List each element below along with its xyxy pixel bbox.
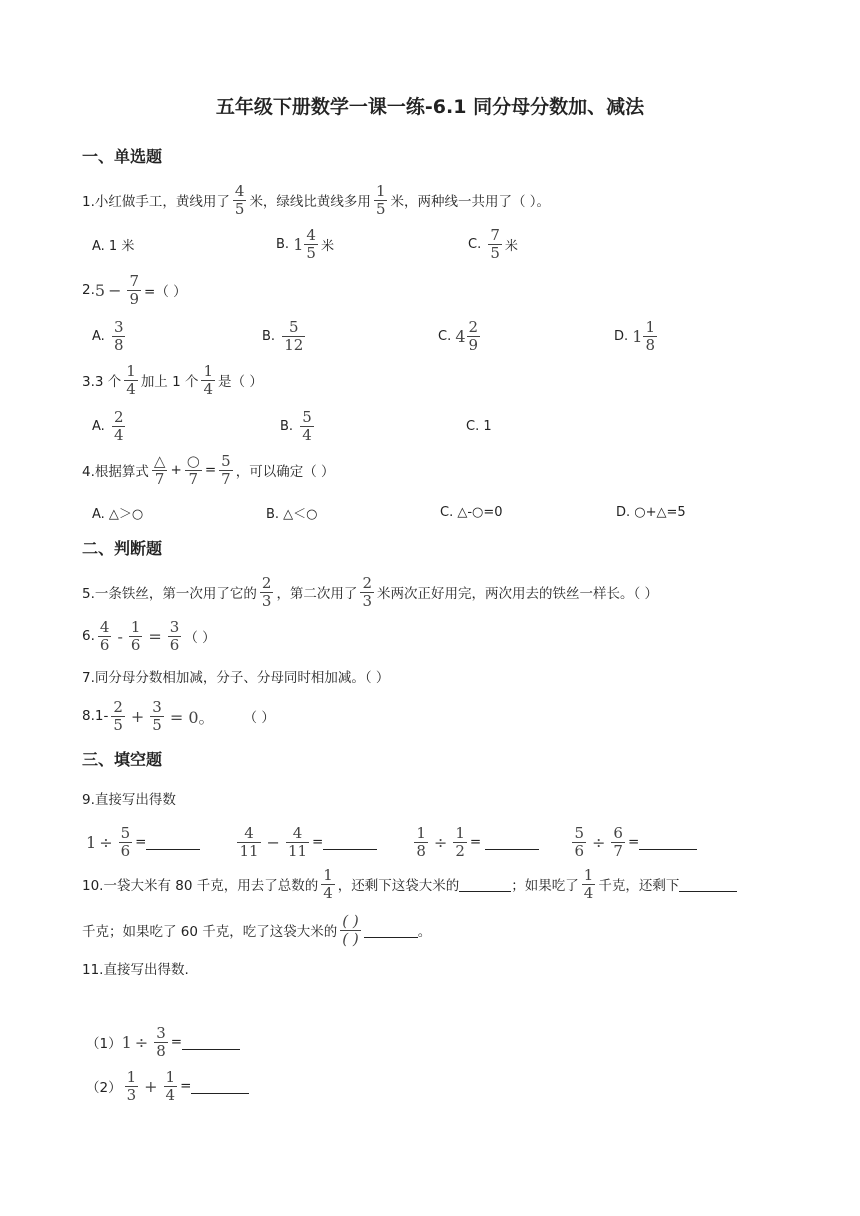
question-4: 4.根据算式 $\frac{\triangle}{7}$ + $\frac{○}{7}$ = $\frac{5}{7}$ ，可以确定（ ） [82, 451, 335, 488]
q1-option-c[interactable]: C. $\frac{7}{5}$ 米 [468, 225, 518, 262]
q1-fraction-2: $\frac{1}{5}$ [375, 181, 386, 218]
q10-answer-blank-1[interactable] [459, 877, 511, 892]
q4-fraction-2: $\frac{○}{7}$ [186, 451, 200, 488]
q10-answer-blank-2[interactable] [679, 877, 737, 892]
q6-fraction-1: $\frac{4}{6}$ [99, 617, 110, 654]
q4-option-b[interactable]: B. △＜○ [266, 506, 318, 522]
q4-option-d[interactable]: D. ○+△=5 [616, 504, 686, 520]
q10-fraction-2: $\frac{1}{4}$ [583, 865, 594, 902]
section-heading-fill-in: 三、填空题 [82, 750, 163, 769]
q9-expressions: 1 ÷ $\frac{5}{6}$ = $\frac{4}{11}$ − $\frac{4}{11}$ = $\frac{1}{8}$ ÷ $\frac{1}{2}$ = $\frac{5}{6}$ ÷ $\frac{6}{7}$ = [86, 820, 697, 864]
q9-answer-blank-1[interactable] [146, 835, 200, 850]
q1-text-3: 米，两种线一共用了（ ）。 [390, 194, 551, 210]
question-1 [82, 180, 550, 220]
q1-text-2: 米，绿线比黄线多用 [249, 194, 371, 210]
question-9: 9.直接写出得数 [82, 792, 176, 808]
q8-fraction-2: $\frac{3}{5}$ [152, 697, 162, 734]
question-7: 7.同分母分数相加减，分子、分母同时相加减。（ ） [82, 670, 390, 686]
q4-option-a[interactable]: A. △＞○ [92, 506, 144, 522]
q2-option-a[interactable]: A. $\frac{3}{8}$ [92, 317, 124, 354]
q11-part-1: （1） 1 ÷ $\frac{3}{8}$ = [86, 1020, 240, 1064]
question-3: 3.3 个 $\frac{1}{4}$ 加上 1 个 $\frac{1}{4}$ 是（ ） [82, 361, 263, 398]
q2-option-c[interactable]: C. 4 $\frac{2}{9}$ [438, 317, 479, 354]
question-5: 5.一条铁丝，第一次用了它的 $\frac{2}{3}$ ，第二次用了 $\frac{2}{3}$ 米两次正好用完，两次用去的铁丝一样长。（ ） [82, 573, 659, 610]
q11-answer-blank-2[interactable] [191, 1079, 249, 1094]
q9-answer-blank-4[interactable] [639, 835, 697, 850]
q2-fraction: $\frac{7}{9}$ [129, 271, 140, 308]
q11-answer-blank-1[interactable] [182, 1035, 240, 1050]
q3-fraction-2: $\frac{1}{4}$ [203, 361, 214, 398]
question-2: 2. 5 − $\frac{7}{9}$ =（ ） [82, 271, 187, 308]
q1-option-a[interactable]: A. 1 米 [92, 238, 135, 254]
question-10-line-1: 10.一袋大米有 80 千克，用去了总数的 $\frac{1}{4}$ ，还剩下这袋大米的 ；如果吃了 $\frac{1}{4}$ 千克，还剩下 [82, 864, 737, 904]
q10-answer-blank-3[interactable] [364, 923, 418, 938]
question-6: 6. $\frac{4}{6}$ - $\frac{1}{6}$ = $\frac{3}{6}$ （ ） [82, 617, 216, 654]
q6-fraction-3: $\frac{3}{6}$ [169, 617, 180, 654]
section-heading-true-false: 二、判断题 [82, 539, 163, 558]
q9-answer-blank-3[interactable] [485, 835, 539, 850]
q3-fraction-1: $\frac{1}{4}$ [126, 361, 136, 398]
q1-text-1: 1.小红做手工，黄线用了 [82, 194, 230, 210]
question-11: 11.直接写出得数. [82, 962, 189, 978]
q4-fraction-1: $\frac{\triangle}{7}$ [153, 451, 166, 488]
page-title: 五年级下册数学一课一练-6.1 同分母分数加、减法 [215, 96, 645, 118]
q5-fraction-2: $\frac{2}{3}$ [362, 573, 372, 610]
q10-fraction-blank[interactable]: $\frac{( )}{( )}$ [342, 911, 359, 948]
section-heading-single-choice: 一、单选题 [82, 147, 163, 166]
q5-fraction-1: $\frac{2}{3}$ [261, 573, 272, 610]
question-10-line-2: 千克；如果吃了 60 千克，吃了这袋大米的 $\frac{( )}{( )}$ 。 [82, 911, 432, 948]
q8-fraction-1: $\frac{2}{5}$ [113, 697, 123, 734]
q6-fraction-2: $\frac{1}{6}$ [130, 617, 141, 654]
q4-fraction-3: $\frac{5}{7}$ [221, 451, 231, 488]
q10-fraction-1: $\frac{1}{4}$ [323, 865, 333, 902]
q1-option-b[interactable]: B. 1 $\frac{4}{5}$ 米 [276, 225, 334, 262]
q3-option-c[interactable]: C. 1 [466, 418, 492, 434]
q2-option-d[interactable]: D. 1 $\frac{1}{8}$ [614, 317, 656, 354]
q3-option-a[interactable]: A. $\frac{2}{4}$ [92, 407, 124, 444]
q4-option-c[interactable]: C. △-○=0 [440, 504, 503, 520]
q11-part-2: （2） $\frac{1}{3}$ + $\frac{1}{4}$ = [86, 1064, 249, 1108]
q9-answer-blank-2[interactable] [323, 835, 377, 850]
q2-option-b[interactable]: B. $\frac{5}{12}$ [262, 317, 304, 354]
q1-fraction-1: $\frac{4}{5}$ [234, 181, 245, 218]
q3-option-b[interactable]: B. $\frac{5}{4}$ [280, 407, 312, 444]
question-8: 8.1- $\frac{2}{5}$ + $\frac{3}{5}$ = 0。 （ ） [82, 697, 275, 734]
